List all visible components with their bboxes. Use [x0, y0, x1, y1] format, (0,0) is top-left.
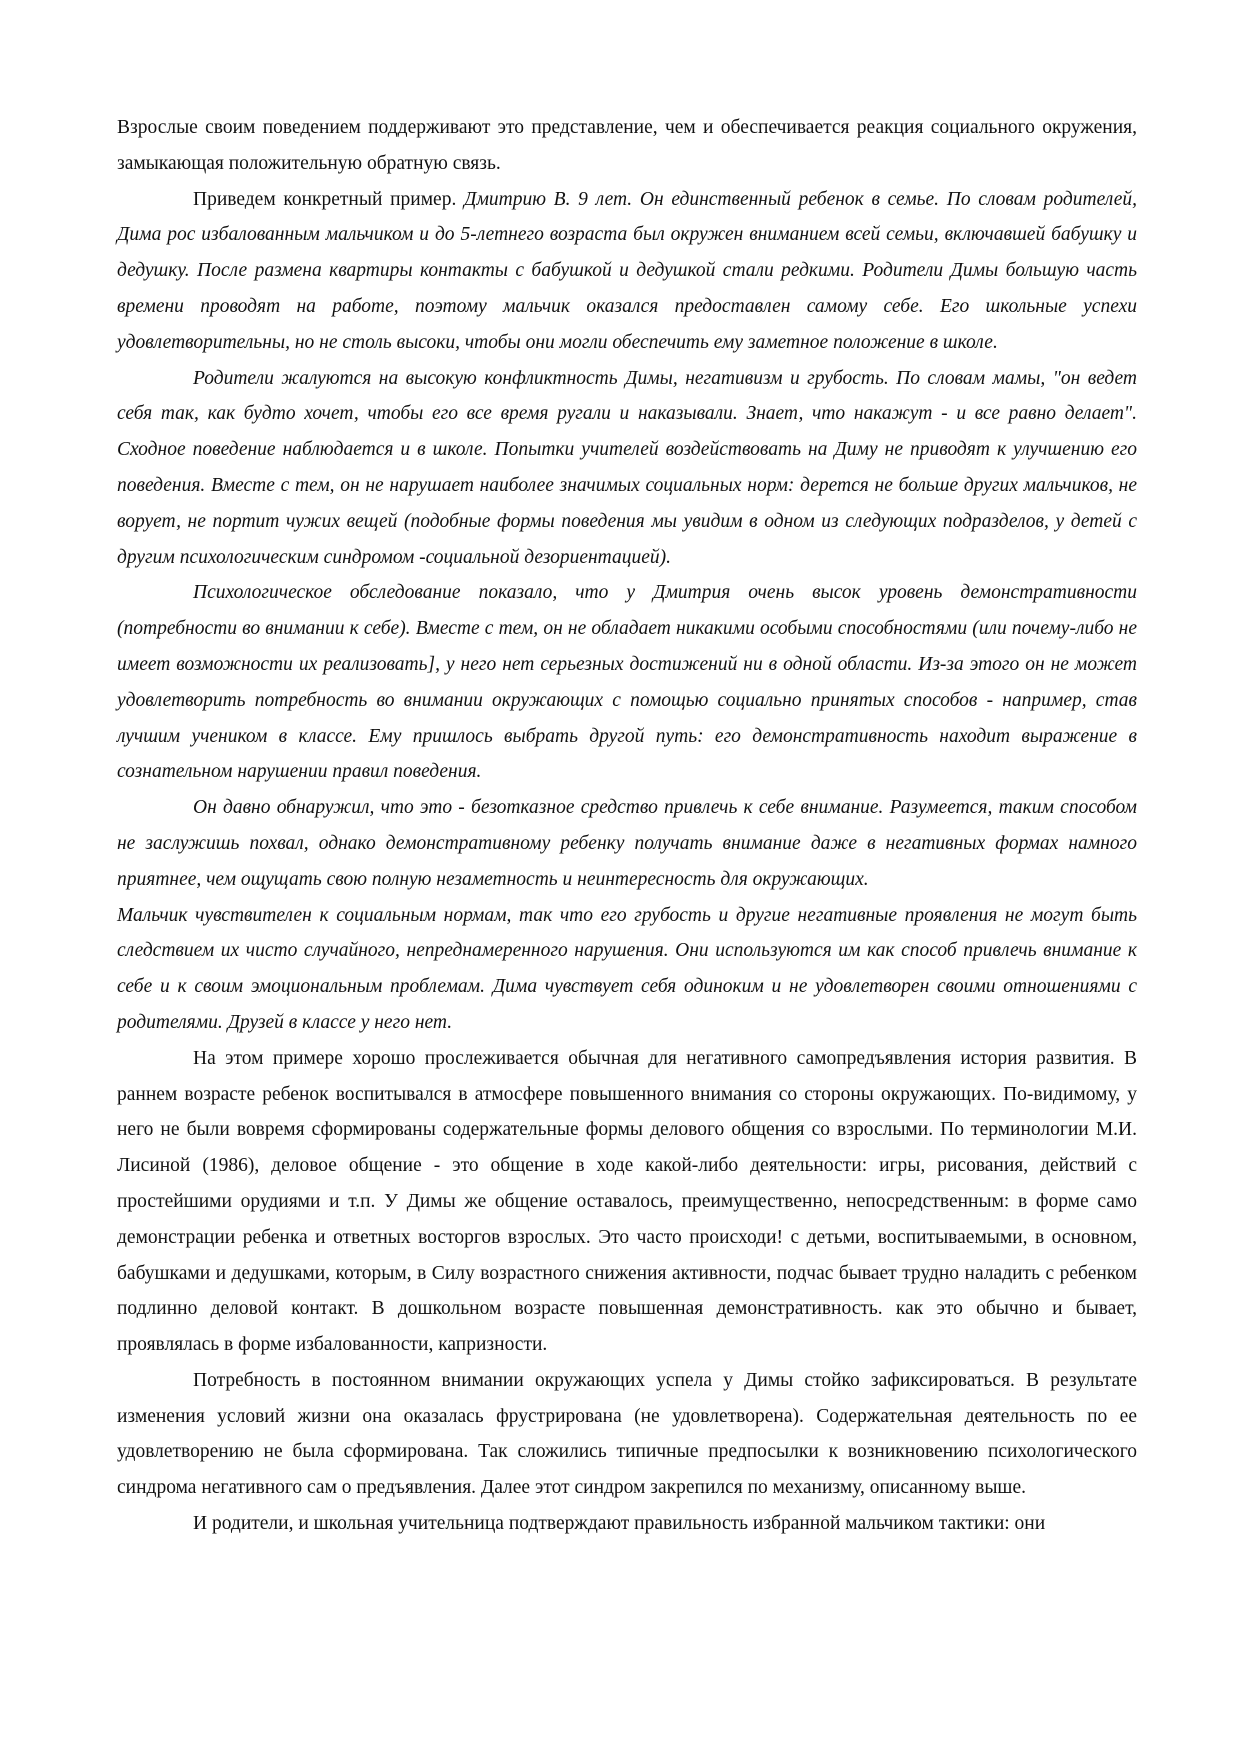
paragraph-2: [117, 182, 1137, 361]
paragraph-6: [117, 898, 1137, 1041]
paragraph-9: [117, 1506, 1137, 1542]
paragraph-4: [117, 575, 1137, 790]
paragraph-6-text: Мальчик чувствителен к социальным нормам, так что его грубость и другие негативные проявления не могут быть следствием их чисто случайного, непреднамеренного нарушения. Они используются им как способ привлечь внимание к себе и к своим эмоциональным проблемам. Дима чувствует себя одиноким и не удовлетворен своими отношениями с родителями. Друзей в классе у него нет.: [117, 904, 1137, 1033]
paragraph-5-text: Он давно обнаружил, что это - безотказное средство привлечь к себе внимание. Разумеется, таким способом не заслужишь похвал, однако демонстративному ребенку получать внимание даже в негативных формах намного приятнее, чем ощущать свою полную незаметность и неинтересность для окружающих.: [117, 797, 1137, 890]
paragraph-8: [117, 1363, 1137, 1506]
paragraph-9-text: И родители, и школьная учительница подтверждают правильность избранной мальчиком тактики: они: [193, 1513, 1046, 1535]
paragraph-4-text: Психологическое обследование показало, что у Дмитрия очень высок уровень демонстративности (потребности во внимании к себе). Вместе с тем, он не обладает никакими особыми способностями (или почему-либо не имеет возможности их реализовать], у него нет серьезных достижений ни в одной области. Из-за этого он не может удовлетворить потребность во внимании окружающих с помощью социально принятых способов - например, став лучшим учеником в классе. Ему пришлось выбрать другой путь: его демонстративность находит выражение в сознательном нарушении правил поведения.: [117, 582, 1137, 783]
paragraph-7: [117, 1041, 1137, 1363]
paragraph-7-text: На этом примере хорошо прослеживается обычная для негативного самопредъявления история развития. В раннем возрасте ребенок воспитывался в атмосфере повышенного внимания со стороны окружающих. По-видимому, у него не были вовремя сформированы содержательные формы делового общения со взрослыми. По терминологии М.И. Лисиной (1986), деловое общение - это общение в ходе какой-либо деятельности: игры, рисования, действий с простейшими орудиями и т.п. У Димы же общение оставалось, преимущественно, непосредственным: в форме само демонстрации ребенка и ответных восторгов взрослых. Это часто происходи! с детьми, воспитываемыми, в основном, бабушками и дедушками, которым, в Силу возрастного снижения активности, подчас бывает трудно наладить с ребенком подлинно деловой контакт. В дошкольном возрасте повышенная демонстративность. как это обычно и бывает, проявлялась в форме избалованности, капризности.: [117, 1047, 1137, 1356]
paragraph-2-lead: Приведем конкретный пример.: [193, 188, 465, 210]
paragraph-1-text: Взрослые своим поведением поддерживают это представление, чем и обеспечивается реакция социального окружения, замыкающая положительную обратную связь.: [117, 117, 1137, 174]
paragraph-8-text: Потребность в постоянном внимании окружающих успела у Димы стойко зафиксироваться. В результате изменения условий жизни она оказалась фрустрирована (не удовлетворена). Содержательная деятельность по ее удовлетворению не была сформирована. Так сложились типичные предпосылки к возникновению психологического синдрома негативного сам о предъявления. Далее этот синдром закрепился по механизму, описанному выше.: [117, 1369, 1137, 1499]
paragraph-3: [117, 361, 1137, 576]
paragraph-3-text: Родители жалуются на высокую конфликтность Димы, негативизм и грубость. По словам мамы, "он ведет себя так, как будто хочет, чтобы его все время ругали и наказывали. Знает, что накажут - и все равно делает". Сходное поведение наблюдается и в школе. Попытки учителей воздействовать на Диму не приводят к улучшению его поведения. Вместе с тем, он не нарушает наиболее значимых социальных норм: дерется не больше других мальчиков, не ворует, не портит чужих вещей (подобные формы поведения мы увидим в одном из следующих подразделов, у детей с другим психологическим синдромом -социальной дезориентацией).: [117, 367, 1137, 568]
paragraph-1: [117, 110, 1137, 182]
document-page: [117, 110, 1137, 1542]
paragraph-2-case: Дмитрию В. 9 лет. Он единственный ребенок в семье. По словам родителей, Дима рос избалованным мальчиком и до 5-летнего возраста был окружен вниманием всей семьи, включавшей бабушку и дедушку. После размена квартиры контакты с бабушкой и дедушкой стали редкими. Родители Димы большую часть времени проводят на работе, поэтому мальчик оказался предоставлен самому себе. Его школьные успехи удовлетворительны, но не столь высоки, чтобы они могли обеспечить ему заметное положение в школе.: [117, 188, 1138, 353]
paragraph-5: [117, 790, 1137, 897]
